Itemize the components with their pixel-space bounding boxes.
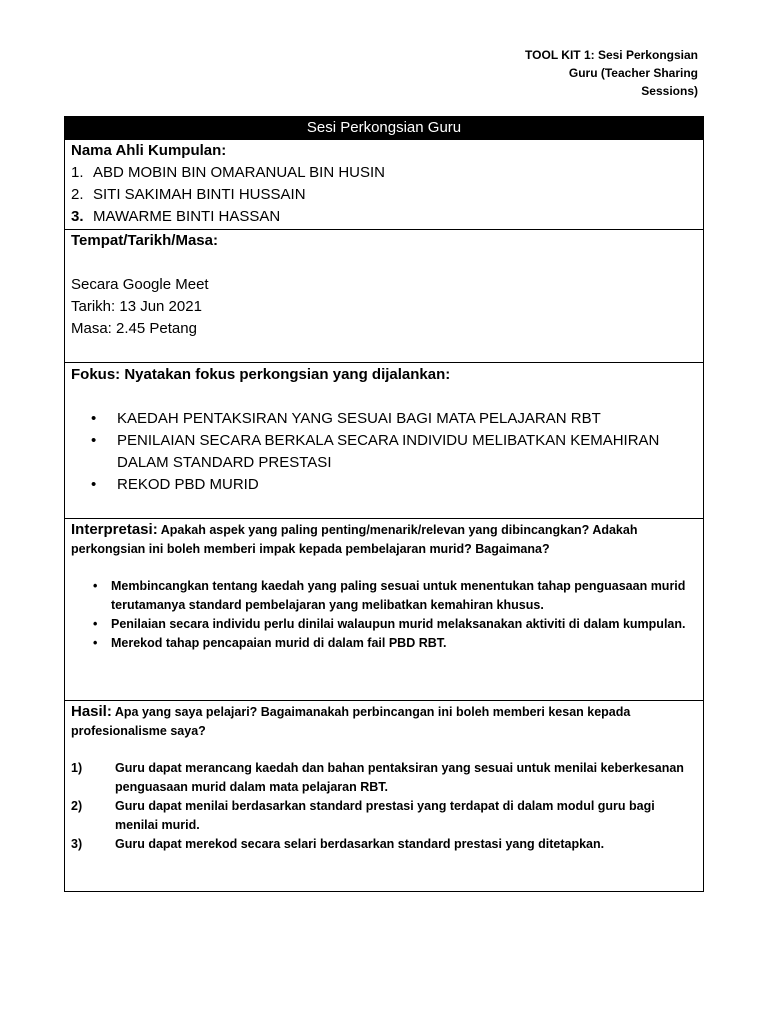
interpretasi-item: • Membincangkan tentang kaedah yang paling sesuai untuk menentukan tahap penguasaan murid terutamanya standard pembelajaran yang melibatkan kemahiran khusus. [71, 577, 697, 615]
focus-label: Fokus: Nyatakan fokus perkongsian yang dijalankan: [71, 366, 451, 383]
toolkit-line-1: TOOL KIT 1: Sesi Perkongsian [525, 48, 698, 62]
member-number: 2. [71, 186, 84, 203]
hasil-number: 2) [71, 799, 83, 813]
focus-list [71, 408, 697, 496]
focus-item: • PENILAIAN SECARA BERKALA SECARA INDIVIDU MELIBATKAN KEMAHIRAN DALAM STANDARD PRESTASI [71, 430, 697, 474]
interpretasi-question: Apakah aspek yang paling penting/menarik/relevan yang dibincangkan? Adakah perkongsian ini boleh memberi impak kepada pembelajaran murid? Bagaimana? [71, 523, 638, 556]
member-item [71, 184, 697, 206]
hasil-item [71, 759, 697, 797]
toolkit-line-2: Guru (Teacher Sharing [568, 66, 698, 80]
venue-date: Tarikh: 13 Jun 2021 [71, 298, 202, 315]
hasil-list [71, 759, 697, 854]
hasil-item [71, 797, 697, 835]
hasil-text: Guru dapat menilai berdasarkan standard prestasi yang terdapat di dalam modul guru bagi menilai murid. [115, 799, 655, 832]
focus-item: • KAEDAH PENTAKSIRAN YANG SESUAI BAGI MATA PELAJARAN RBT [71, 408, 697, 430]
hasil-label: Hasil: [71, 703, 112, 720]
hasil-number: 3) [71, 837, 83, 851]
venue-time: Masa: 2.45 Petang [71, 320, 197, 337]
hasil-item [71, 835, 697, 854]
member-number: 1. [71, 164, 84, 181]
interpretasi-section [65, 519, 704, 701]
sharing-session-form [64, 116, 704, 892]
hasil-text: Guru dapat merekod secara selari berdasarkan standard prestasi yang ditetapkan. [115, 837, 605, 851]
hasil-text: Guru dapat merancang kaedah dan bahan pentaksiran yang sesuai untuk menilai keberkesanan penguasaan murid dalam mata pelajaran RBT. [115, 761, 684, 794]
members-list [71, 162, 697, 228]
interpretasi-item: • Merekod tahap pencapaian murid di dalam fail PBD RBT. [71, 634, 697, 653]
member-name: MAWARME BINTI HASSAN [93, 208, 281, 225]
venue-section [65, 230, 704, 363]
form-title: Sesi Perkongsian Guru [65, 117, 704, 140]
focus-section [65, 363, 704, 519]
focus-item: • REKOD PBD MURID [71, 474, 697, 496]
member-item [71, 206, 697, 228]
members-section [65, 140, 704, 230]
interpretasi-heading [71, 520, 697, 559]
venue-label: Tempat/Tarikh/Masa: [71, 232, 218, 249]
interpretasi-label: Interpretasi: [71, 521, 158, 538]
toolkit-caption [498, 46, 698, 100]
hasil-heading [71, 702, 697, 741]
hasil-number: 1) [71, 761, 83, 775]
toolkit-line-3: Sessions) [641, 84, 698, 98]
members-label: Nama Ahli Kumpulan: [71, 142, 227, 159]
member-number: 3. [71, 208, 84, 225]
member-name: SITI SAKIMAH BINTI HUSSAIN [93, 186, 306, 203]
hasil-question: Apa yang saya pelajari? Bagaimanakah perbincangan ini boleh memberi kesan kepada profesionalisme saya? [71, 705, 631, 738]
member-name: ABD MOBIN BIN OMARANUAL BIN HUSIN [93, 164, 385, 181]
member-item [71, 162, 697, 184]
interpretasi-item: • Penilaian secara individu perlu dinilai walaupun murid melaksanakan aktiviti di dalam kumpulan. [71, 615, 697, 634]
interpretasi-list [71, 577, 697, 653]
hasil-section [65, 701, 704, 892]
venue-place: Secara Google Meet [71, 276, 209, 293]
